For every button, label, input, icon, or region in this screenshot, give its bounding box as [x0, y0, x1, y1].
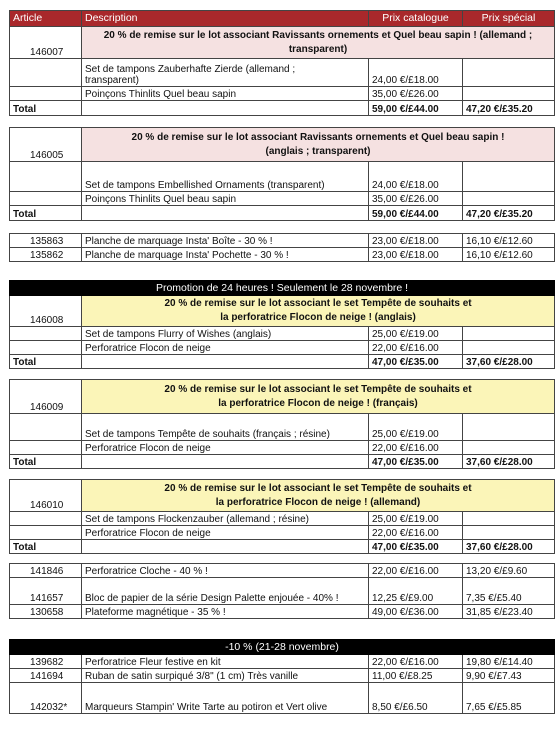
- item-description: Perforatrice Cloche - 40 % !: [82, 564, 369, 578]
- item-catalogue-price: 24,00 €/£18.00: [369, 162, 463, 192]
- bundle-title-row: [10, 480, 555, 512]
- item-description: Poinçons Thinlits Quel beau sapin: [82, 87, 369, 101]
- table-row: [10, 248, 555, 262]
- item-description: Perforatrice Flocon de neige: [82, 526, 369, 540]
- total-special-price: 47,20 €/£35.20: [463, 101, 555, 116]
- total-row: [10, 101, 555, 116]
- item-catalogue-price: 22,00 €/£16.00: [369, 441, 463, 455]
- item-description: Set de tampons Tempête de souhaits (français ; résine): [82, 414, 369, 441]
- header-special-price: Prix spécial: [463, 11, 555, 27]
- total-catalogue-price: 47,00 €/£35.00: [369, 355, 463, 369]
- item-special-price: 7,65 €/£5.85: [463, 683, 555, 714]
- item-description: Set de tampons Embellished Ornaments (transparent): [82, 162, 369, 192]
- bundle-table-146008: [9, 280, 555, 369]
- bundle-title: 20 % de remise sur le lot associant Ravissants ornements et Quel beau sapin ! (allemand ; transparent): [82, 27, 555, 59]
- promo-banner-row: [10, 281, 555, 296]
- total-special-price: 47,20 €/£35.20: [463, 206, 555, 221]
- article-number: 130658: [10, 605, 82, 619]
- bundle-title-row: [10, 380, 555, 414]
- table-row: [10, 655, 555, 669]
- table-row: [10, 341, 555, 355]
- bundle-table-146007: [9, 10, 555, 116]
- table-row: [10, 162, 555, 192]
- total-special-price: 37,60 €/£28.00: [463, 540, 555, 554]
- item-description: Marqueurs Stampin' Write Tarte au potiron et Vert olive: [82, 683, 369, 714]
- item-special-price: 16,10 €/£12.60: [463, 248, 555, 262]
- table-row: [10, 327, 555, 341]
- item-catalogue-price: 12,25 €/£9.00: [369, 578, 463, 605]
- article-number: 146008: [10, 296, 82, 327]
- promo-banner: -10 % (21-28 novembre): [10, 640, 555, 655]
- item-catalogue-price: 25,00 €/£19.00: [369, 327, 463, 341]
- table-row: [10, 564, 555, 578]
- bundle-table-146010: [9, 479, 555, 554]
- item-description: Planche de marquage Insta' Pochette - 30 % !: [82, 248, 369, 262]
- item-description: Perforatrice Flocon de neige: [82, 441, 369, 455]
- item-catalogue-price: 49,00 €/£36.00: [369, 605, 463, 619]
- item-catalogue-price: 8,50 €/£6.50: [369, 683, 463, 714]
- header-article: Article: [10, 11, 82, 27]
- item-description: Ruban de satin surpiqué 3/8" (1 cm) Très vanille: [82, 669, 369, 683]
- bundle-title-row: [10, 128, 555, 162]
- item-special-price: 31,85 €/£23.40: [463, 605, 555, 619]
- bundle-title: 20 % de remise sur le lot associant Ravissants ornements et Quel beau sapin ! (anglais ; transparent): [82, 128, 555, 162]
- item-special-price: 16,10 €/£12.60: [463, 234, 555, 248]
- article-number: 135862: [10, 248, 82, 262]
- bundle-title-row: [10, 27, 555, 59]
- table-row: [10, 578, 555, 605]
- table-row: [10, 87, 555, 101]
- item-catalogue-price: 25,00 €/£19.00: [369, 512, 463, 526]
- table-row: [10, 192, 555, 206]
- item-catalogue-price: 22,00 €/£16.00: [369, 341, 463, 355]
- total-catalogue-price: 47,00 €/£35.00: [369, 540, 463, 554]
- table-row: [10, 441, 555, 455]
- table-row: [10, 59, 555, 87]
- article-number: 146009: [10, 380, 82, 414]
- total-special-price: 37,60 €/£28.00: [463, 355, 555, 369]
- item-catalogue-price: 11,00 €/£8.25: [369, 669, 463, 683]
- discount-table-misc: [9, 563, 555, 619]
- bundle-title: 20 % de remise sur le lot associant le set Tempête de souhaits et la perforatrice Flocon de neige ! (français): [82, 380, 555, 414]
- item-description: Set de tampons Flurry of Wishes (anglais): [82, 327, 369, 341]
- table-row: [10, 526, 555, 540]
- item-catalogue-price: 24,00 €/£18.00: [369, 59, 463, 87]
- total-row: [10, 355, 555, 369]
- article-number: 139682: [10, 655, 82, 669]
- item-catalogue-price: 22,00 €/£16.00: [369, 526, 463, 540]
- header-description: Description: [82, 11, 369, 27]
- article-number: 146010: [10, 480, 82, 512]
- item-special-price: 9,90 €/£7.43: [463, 669, 555, 683]
- article-number: 141694: [10, 669, 82, 683]
- item-description: Bloc de papier de la série Design Palette enjouée - 40% !: [82, 578, 369, 605]
- table-row: [10, 512, 555, 526]
- total-label: Total: [10, 540, 82, 554]
- total-label: Total: [10, 206, 82, 221]
- bundle-table-146009: [9, 379, 555, 469]
- total-row: [10, 540, 555, 554]
- bundle-title: 20 % de remise sur le lot associant le set Tempête de souhaits et la perforatrice Flocon de neige ! (allemand): [82, 480, 555, 512]
- total-catalogue-price: 47,00 €/£35.00: [369, 455, 463, 469]
- total-label: Total: [10, 455, 82, 469]
- article-number: 146005: [10, 128, 82, 162]
- item-description: Perforatrice Flocon de neige: [82, 341, 369, 355]
- item-description: Poinçons Thinlits Quel beau sapin: [82, 192, 369, 206]
- bundle-title-row: [10, 296, 555, 327]
- table-header-row: [10, 11, 555, 27]
- item-catalogue-price: 22,00 €/£16.00: [369, 564, 463, 578]
- item-catalogue-price: 23,00 €/£18.00: [369, 234, 463, 248]
- item-description: Perforatrice Fleur festive en kit: [82, 655, 369, 669]
- promo-banner: Promotion de 24 heures ! Seulement le 28 novembre !: [10, 281, 555, 296]
- item-catalogue-price: 22,00 €/£16.00: [369, 655, 463, 669]
- item-catalogue-price: 35,00 €/£26.00: [369, 192, 463, 206]
- total-row: [10, 206, 555, 221]
- table-row: [10, 414, 555, 441]
- total-label: Total: [10, 101, 82, 116]
- table-row: [10, 605, 555, 619]
- item-special-price: 19,80 €/£14.40: [463, 655, 555, 669]
- table-row: [10, 669, 555, 683]
- article-number: 141846: [10, 564, 82, 578]
- total-special-price: 37,60 €/£28.00: [463, 455, 555, 469]
- item-description: Plateforme magnétique - 35 % !: [82, 605, 369, 619]
- table-row: [10, 234, 555, 248]
- total-catalogue-price: 59,00 €/£44.00: [369, 206, 463, 221]
- discount-table-insta: [9, 233, 555, 262]
- article-number: 141657: [10, 578, 82, 605]
- item-description: Planche de marquage Insta' Boîte - 30 % !: [82, 234, 369, 248]
- total-catalogue-price: 59,00 €/£44.00: [369, 101, 463, 116]
- item-description: Set de tampons Flockenzauber (allemand ; résine): [82, 512, 369, 526]
- item-description: Set de tampons Zauberhafte Zierde (allemand ; transparent): [82, 59, 369, 87]
- article-number: 135863: [10, 234, 82, 248]
- article-number: 142032*: [10, 683, 82, 714]
- item-special-price: 13,20 €/£9.60: [463, 564, 555, 578]
- discount-table-ten-percent: [9, 639, 555, 714]
- header-catalogue-price: Prix catalogue: [369, 11, 463, 27]
- item-catalogue-price: 23,00 €/£18.00: [369, 248, 463, 262]
- article-number: 146007: [10, 27, 82, 59]
- total-label: Total: [10, 355, 82, 369]
- bundle-title: 20 % de remise sur le lot associant le set Tempête de souhaits et la perforatrice Flocon de neige ! (anglais): [82, 296, 555, 327]
- item-catalogue-price: 25,00 €/£19.00: [369, 414, 463, 441]
- total-row: [10, 455, 555, 469]
- item-special-price: 7,35 €/£5.40: [463, 578, 555, 605]
- item-catalogue-price: 35,00 €/£26.00: [369, 87, 463, 101]
- table-row: [10, 683, 555, 714]
- promo-banner-row: [10, 640, 555, 655]
- bundle-table-146005: [9, 127, 555, 221]
